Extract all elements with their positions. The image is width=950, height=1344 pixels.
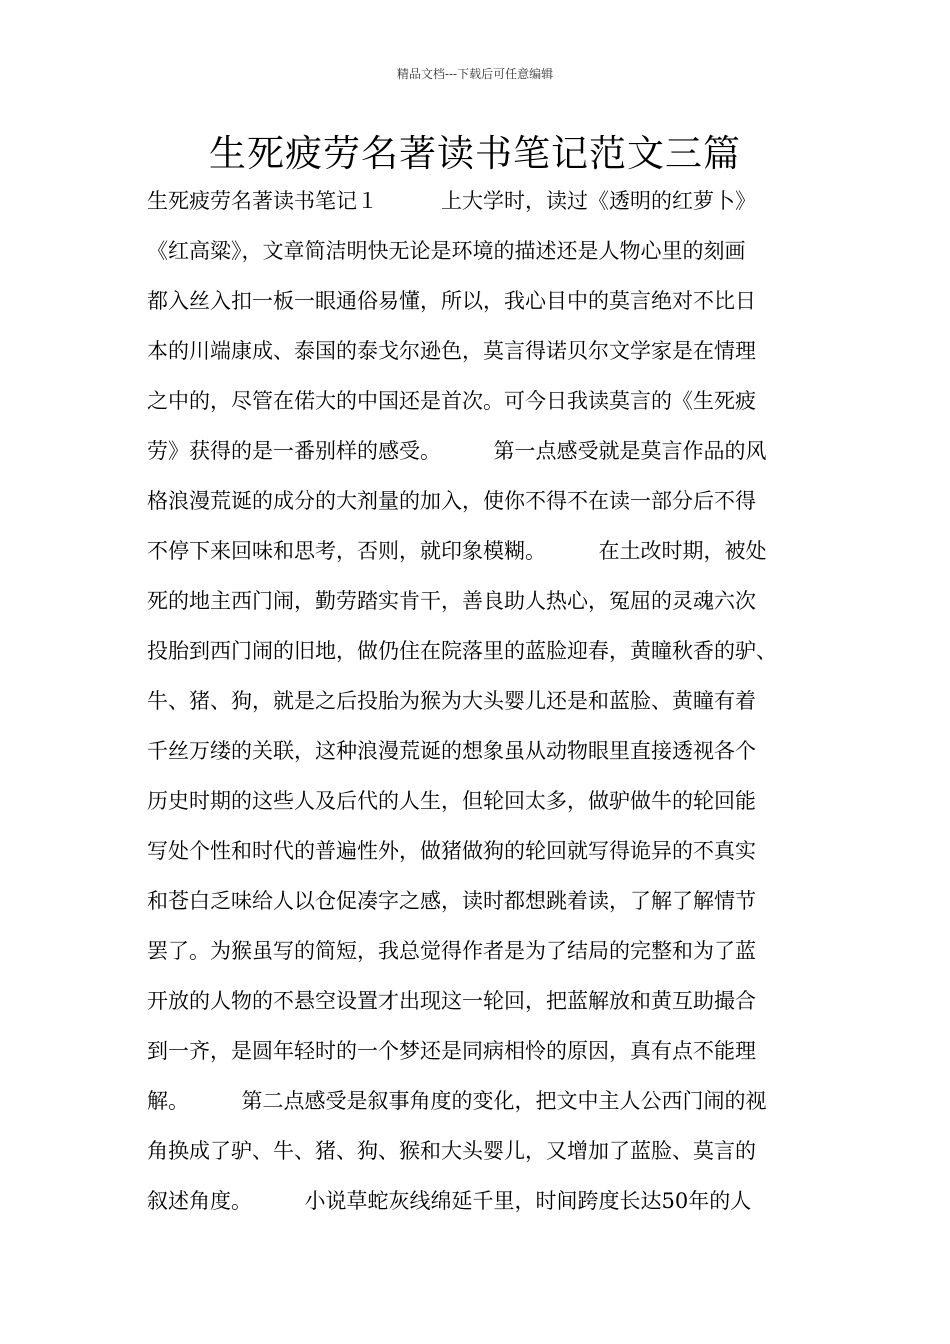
body-line: 劳》获得的是一番别样的感受。 第一点感受就是莫言作品的风	[147, 439, 767, 463]
body-line: 叙述角度。 小说草蛇灰线绵延千里，时间跨度长达50年的人	[147, 1189, 752, 1213]
document-title: 生死疲劳名著读书笔记范文三篇	[209, 132, 741, 175]
body-line: 角换成了驴、牛、猪、狗、猴和大头婴儿，又增加了蓝脸、莫言的	[147, 1139, 756, 1163]
page-header: 精品文档---下载后可任意编辑	[396, 67, 554, 81]
body-line: 罢了。为猴虽写的简短，我总觉得作者是为了结局的完整和为了蓝	[147, 939, 756, 963]
body-line: 格浪漫荒诞的成分的大剂量的加入，使你不得不在读一部分后不得	[147, 489, 756, 513]
body-line: 和苍白乏味给人以仓促凑字之感，读时都想跳着读，了解了解情节	[147, 889, 756, 913]
body-line: 开放的人物的不悬空设置才出现这一轮回，把蓝解放和黄互助撮合	[147, 989, 756, 1013]
body-line: 都入丝入扣一板一眼通俗易懂，所以，我心目中的莫言绝对不比日	[147, 289, 756, 313]
body-line: 之中的，尽管在偌大的中国还是首次。可今日我读莫言的《生死疲	[147, 389, 756, 413]
body-line: 到一齐，是圆年轻时的一个梦还是同病相怜的原因，真有点不能理	[147, 1039, 756, 1063]
body-line: 牛、猪、狗，就是之后投胎为猴为大头婴儿还是和蓝脸、黄瞳有着	[147, 689, 756, 713]
body-line: 千丝万缕的关联，这种浪漫荒诞的想象虽从动物眼里直接透视各个	[147, 739, 756, 763]
body-line: 《红高粱》，文章简洁明快无论是环境的描述还是人物心里的刻画	[147, 239, 746, 263]
body-line: 本的川端康成、泰国的泰戈尔逊色，莫言得诺贝尔文学家是在情理	[147, 339, 756, 363]
body-line: 写处个性和时代的普遍性外，做猪做狗的轮回就写得诡异的不真实	[147, 839, 756, 863]
body-line: 不停下来回味和思考，否则，就印象模糊。 在土改时期，被处	[147, 539, 767, 563]
body-line: 生死疲劳名著读书笔记１ 上大学时，读过《透明的红萝卜》	[147, 189, 756, 213]
body-line: 历史时期的这些人及后代的人生，但轮回太多，做驴做牛的轮回能	[147, 789, 756, 813]
body-line: 投胎到西门闹的旧地，做仍住在院落里的蓝脸迎春，黄瞳秋香的驴、	[147, 639, 777, 663]
body-line: 死的地主西门闹，勤劳踏实肯干，善良助人热心，冤屈的灵魂六次	[147, 589, 756, 613]
body-line: 解。 第二点感受是叙事角度的变化，把文中主人公西门闹的视	[147, 1089, 767, 1113]
